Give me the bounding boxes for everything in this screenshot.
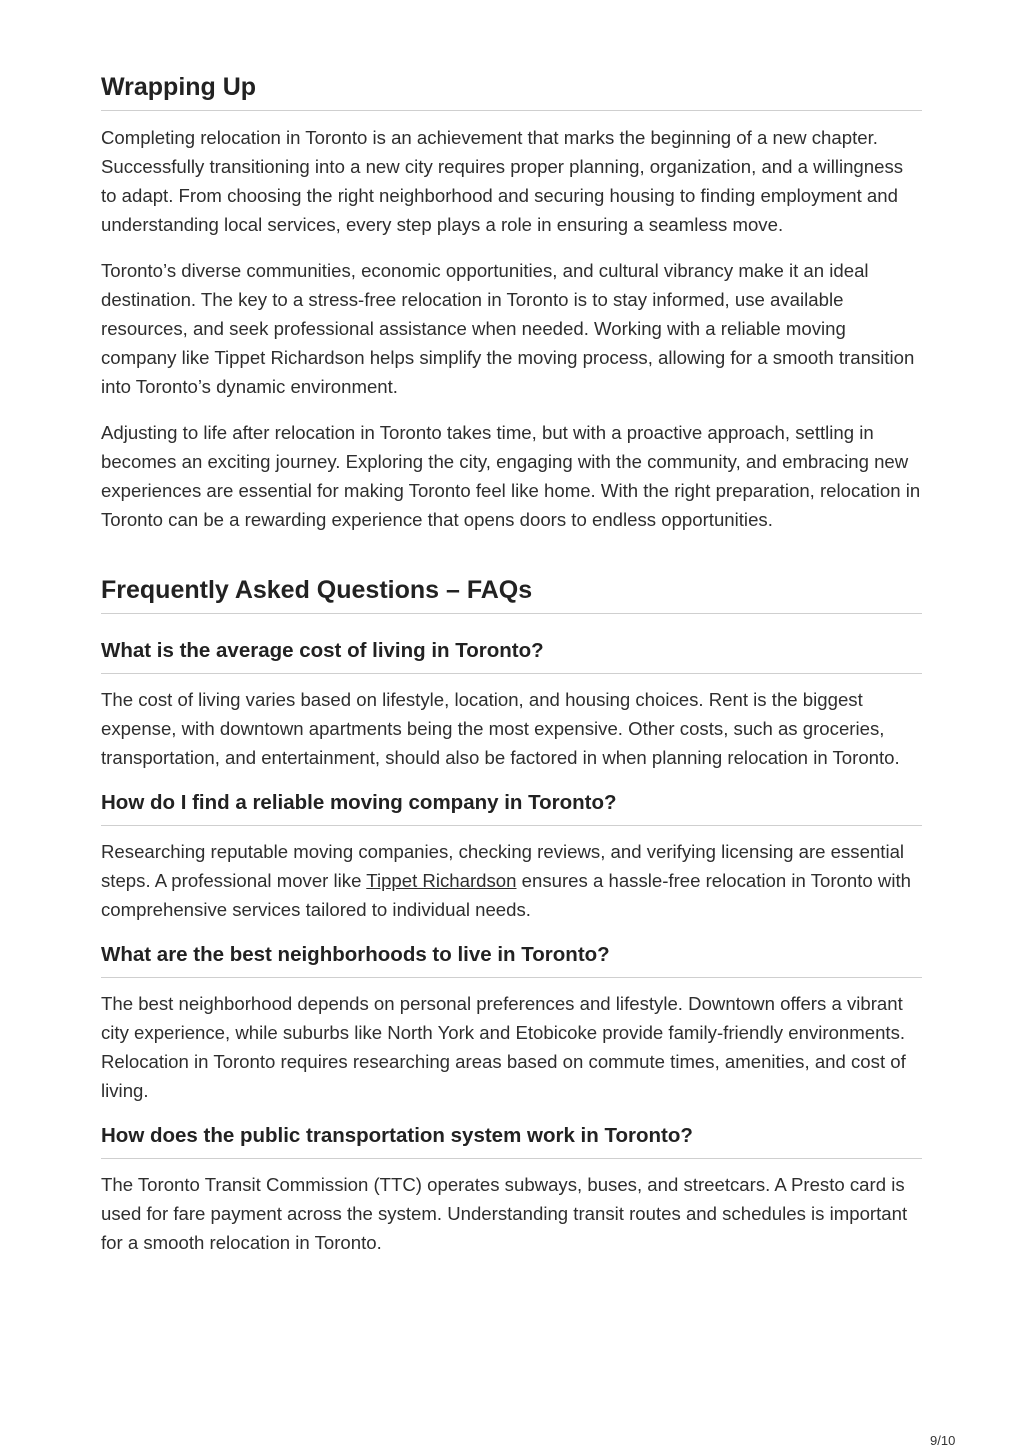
section-spacer [101, 551, 922, 573]
page-number: 9/10 [930, 1433, 956, 1448]
faq-answer: The Toronto Transit Commission (TTC) operates subways, buses, and streetcars. A Presto card is used for fare payment across the system. Understanding transit routes and schedules is important for a smooth relocation in Toronto. [101, 1174, 908, 1253]
faq-answer-text-after-link: ensures a hassle-free relocation in Toronto with comprehensive services tailored to individual needs. [101, 870, 911, 920]
faq-spacer [101, 626, 922, 637]
wrapping-up-paragraph-3: Adjusting to life after relocation in Toronto takes time, but with a proactive approach, settling in becomes an exciting journey. Exploring the city, engaging with the community, and embracing new experiences are essential for making Toronto feel like home. With the right preparation, relocation in Toronto can be a rewarding experience that opens doors to endless opportunities. [101, 422, 921, 530]
faq-answer: The cost of living varies based on lifestyle, location, and housing choices. Rent is the biggest expense, with downtown apartments being the most expensive. Other costs, such as groceries, transportation, and entertainment, should also be factored in when planning relocation in Toronto. [101, 689, 900, 768]
faq-section [101, 573, 922, 1257]
wrapping-up-section [101, 70, 922, 534]
document-page [101, 70, 922, 1274]
faq-item-cost-of-living [101, 637, 922, 772]
faq-item-public-transportation [101, 1122, 922, 1257]
wrapping-up-paragraph-2: Toronto’s diverse communities, economic opportunities, and cultural vibrancy make it an ideal destination. The key to a stress-free relocation in Toronto is to stay informed, use available resources, and seek professional assistance when needed. Working with a reliable moving company like Tippet Richardson helps simplify the moving process, allowing for a smooth transition into Toronto’s dynamic environment. [101, 260, 915, 397]
faq-question: What is the average cost of living in Toronto? [101, 637, 922, 674]
faq-question: What are the best neighborhoods to live in Toronto? [101, 941, 922, 978]
faq-item-neighborhoods [101, 941, 922, 1105]
wrapping-up-heading: Wrapping Up [101, 70, 922, 111]
faq-question: How does the public transportation system work in Toronto? [101, 1122, 922, 1159]
wrapping-up-paragraph-1: Completing relocation in Toronto is an achievement that marks the beginning of a new chapter. Successfully transitioning into a new city requires proper planning, organization, and a willingness to adapt. From choosing the right neighborhood and securing housing to finding employment and understanding local services, every step plays a role in ensuring a seamless move. [101, 127, 904, 235]
faq-answer: The best neighborhood depends on personal preferences and lifestyle. Downtown offers a vibrant city experience, while suburbs like North York and Etobicoke provide family-friendly environments. Relocation in Toronto requires researching areas based on commute times, amenities, and cost of living. [101, 993, 906, 1101]
faq-item-moving-company [101, 789, 922, 924]
faq-question: How do I find a reliable moving company in Toronto? [101, 789, 922, 826]
faq-answer [101, 837, 922, 924]
faq-heading: Frequently Asked Questions – FAQs [101, 573, 922, 614]
tippet-richardson-link[interactable]: Tippet Richardson [366, 870, 517, 891]
faq-answer-text-before-link: Researching reputable moving companies, checking reviews, and verifying licensing are essential steps. A professional mover like [101, 841, 905, 891]
